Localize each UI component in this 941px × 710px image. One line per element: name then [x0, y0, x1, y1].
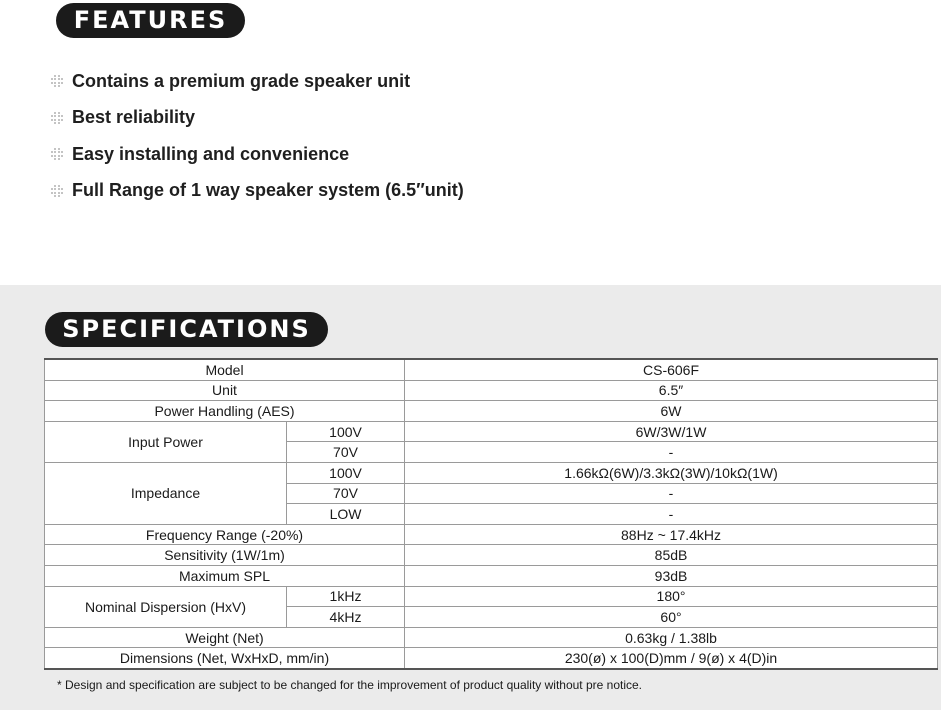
spec-label: Unit: [45, 380, 405, 401]
table-row: [45, 462, 938, 483]
spec-value: 1.66kΩ(6W)/3.3kΩ(3W)/10kΩ(1W): [405, 462, 938, 483]
spec-value: -: [405, 483, 938, 504]
dotted-grid-bullet-icon: [50, 147, 64, 161]
spec-value: -: [405, 442, 938, 463]
table-row: [45, 359, 938, 380]
spec-label: Model: [45, 359, 405, 380]
spec-value: 6W/3W/1W: [405, 421, 938, 442]
feature-text: Best reliability: [72, 107, 196, 128]
feature-item: [50, 136, 464, 173]
spec-sublabel: 70V: [287, 483, 405, 504]
spec-label: Frequency Range (-20%): [45, 524, 405, 545]
table-row: [45, 421, 938, 442]
spec-value: -: [405, 504, 938, 525]
spec-label: Weight (Net): [45, 627, 405, 648]
spec-sublabel: 100V: [287, 462, 405, 483]
spec-sublabel: LOW: [287, 504, 405, 525]
spec-sublabel: 4kHz: [287, 607, 405, 628]
table-row: [45, 524, 938, 545]
spec-value: 93dB: [405, 565, 938, 586]
specifications-table: [44, 358, 938, 670]
spec-value: 6W: [405, 401, 938, 422]
feature-text: Easy installing and convenience: [72, 143, 350, 164]
footnote: * Design and specification are subject to be changed for the improvement of product quality without pre notice.: [57, 678, 643, 692]
spec-label: Dimensions (Net, WxHxD, mm/in): [45, 648, 405, 669]
spec-label: Sensitivity (1W/1m): [45, 545, 405, 566]
spec-label: Nominal Dispersion (HxV): [45, 586, 287, 627]
spec-label: Input Power: [45, 421, 287, 462]
feature-item: [50, 100, 464, 137]
spec-value: CS-606F: [405, 359, 938, 380]
features-heading: FEATURES: [56, 3, 245, 38]
spec-value: 85dB: [405, 545, 938, 566]
table-row: [45, 648, 938, 669]
features-list: [50, 63, 464, 209]
spec-sublabel: 70V: [287, 442, 405, 463]
feature-text: Contains a premium grade speaker unit: [72, 70, 411, 91]
spec-value: 180°: [405, 586, 938, 607]
spec-label: Power Handling (AES): [45, 401, 405, 422]
spec-value: 0.63kg / 1.38lb: [405, 627, 938, 648]
table-row: [45, 401, 938, 422]
spec-value: 88Hz ~ 17.4kHz: [405, 524, 938, 545]
table-row: [45, 627, 938, 648]
spec-sublabel: 100V: [287, 421, 405, 442]
spec-value: 60°: [405, 607, 938, 628]
feature-item: [50, 63, 464, 100]
spec-value: 230(ø) x 100(D)mm / 9(ø) x 4(D)in: [405, 648, 938, 669]
spec-label: Maximum SPL: [45, 565, 405, 586]
table-row: [45, 586, 938, 607]
dotted-grid-bullet-icon: [50, 184, 64, 198]
dotted-grid-bullet-icon: [50, 74, 64, 88]
table-row: [45, 545, 938, 566]
feature-item: [50, 173, 464, 210]
spec-value: 6.5″: [405, 380, 938, 401]
table-row: [45, 380, 938, 401]
spec-label: Impedance: [45, 462, 287, 524]
dotted-grid-bullet-icon: [50, 111, 64, 125]
feature-text: Full Range of 1 way speaker system (6.5″unit): [72, 180, 464, 201]
table-row: [45, 565, 938, 586]
specifications-heading: SPECIFICATIONS: [45, 312, 328, 347]
spec-sublabel: 1kHz: [287, 586, 405, 607]
